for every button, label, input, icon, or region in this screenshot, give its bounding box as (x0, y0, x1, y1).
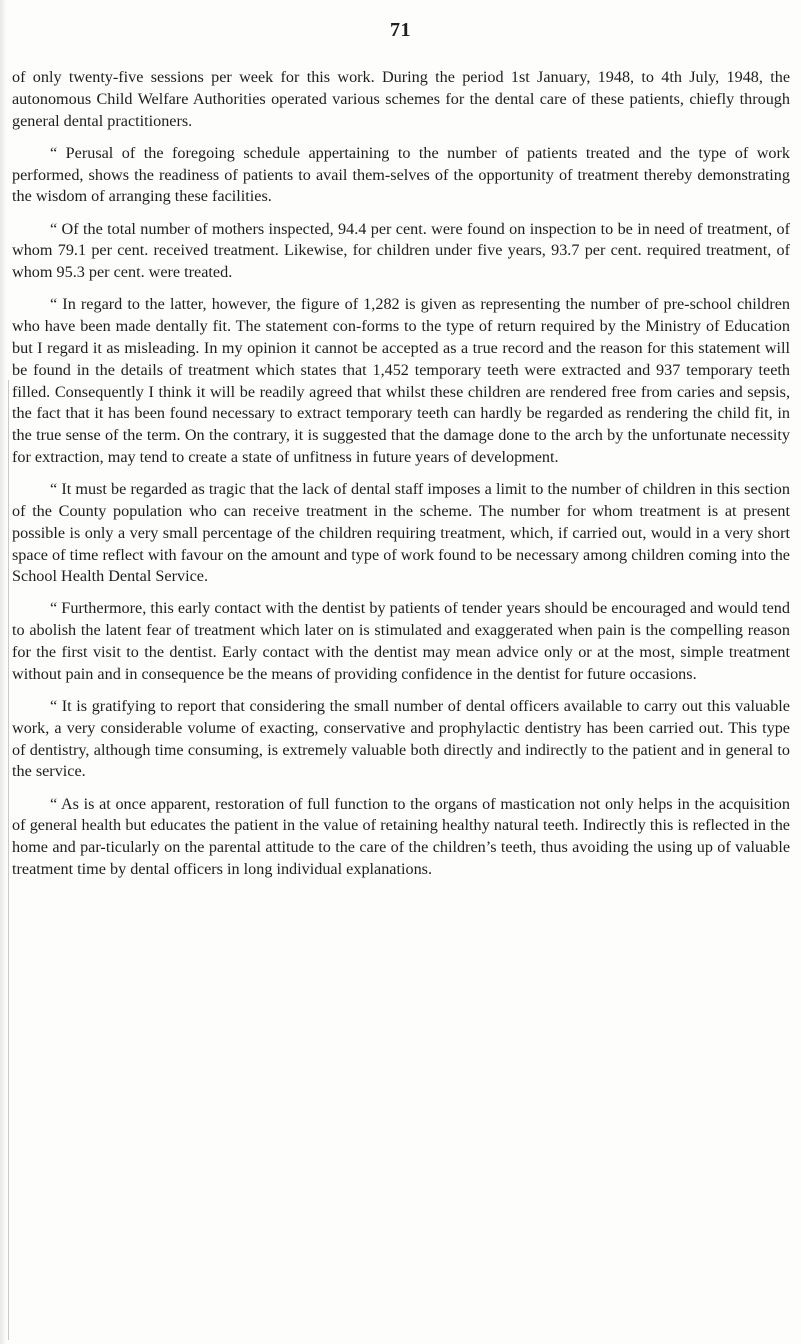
paragraph-3: “ Of the total number of mothers inspected, 94.4 per cent. were found on inspection to be in need of treatment, of whom 79.1 per cent. received treatment. Likewise, for children under five years, 93.7 per cent. required treatment, of whom 95.3 per cent. were treated. (12, 219, 790, 282)
paragraph-6: “ Furthermore, this early contact with the dentist by patients of tender years should be encouraged and would tend to abolish the latent fear of treatment which later on is stimulated and exaggerated when pain is the compelling reason for the first visit to the dentist. Early contact with the dentist may mean advice only or at the most, simple treatment without pain and in consequence be the means of providing confidence in the dentist for future occasions. (12, 599, 790, 683)
body-text (12, 67, 790, 891)
paragraph-7: “ It is gratifying to report that considering the small number of dental officers available to carry out this valuable work, a very considerable volume of exacting, conservative and prophylactic dentistry has been carried out. This type of dentistry, although time consuming, is extremely valuable both directly and indirectly to the patient and in general to the service. (12, 697, 790, 781)
paragraph-8: “ As is at once apparent, restoration of full function to the organs of mastication not only helps in the acquisition of general health but educates the patient in the value of retaining healthy natural teeth. Indirectly this is reflected in the home and par-ticularly on the parental attitude to the care of the children’s teeth, thus avoiding the using up of valuable treatment time by dental officers in long individual explanations. (12, 794, 790, 879)
binding-shadow-line (8, 380, 9, 1340)
paragraph-2: “ Perusal of the foregoing schedule appertaining to the number of patients treated and the type of work performed, shows the readiness of patients to avail them-selves of the opportunity of treatment thereby demonstrating the wisdom of arranging these facilities. (12, 143, 790, 206)
paragraph-5: “ It must be regarded as tragic that the lack of dental staff imposes a limit to the number of children in this section of the County population who can receive treatment in the scheme. The number for whom treatment is at present possible is only a very small percentage of the children requiring treatment, which, if carried out, would in a very short space of time reflect with favour on the amount and type of work found to be necessary among children coming into the School Health Dental Service. (12, 480, 790, 586)
paragraph-4: “ In regard to the latter, however, the figure of 1,282 is given as representing the number of pre-school children who have been made dentally fit. The statement con-forms to the type of return required by the Ministry of Education but I regard it as misleading. In my opinion it cannot be accepted as a true record and the reason for this statement will be found in the details of treatment which states that 1,452 temporary teeth were extracted and 937 temporary teeth filled. Consequently I think it will be readily agreed that whilst these children are rendered free from caries and sepsis, the fact that it has been found necessary to extract temporary teeth can hardly be regarded as rendering the child fit, in the true sense of the term. On the contrary, it is suggested that the damage done to the arch by the unfortunate necessity for extraction, may tend to create a state of unfitness in future years of development. (12, 295, 790, 466)
paragraph-1: of only twenty-five sessions per week for this work. During the period 1st January, 1948, to 4th July, 1948, the autonomous Child Welfare Authorities operated various schemes for the dental care of these patients, chiefly through general dental practitioners. (12, 68, 790, 130)
page-number: 71 (390, 19, 411, 41)
binding-edge (0, 0, 6, 1344)
